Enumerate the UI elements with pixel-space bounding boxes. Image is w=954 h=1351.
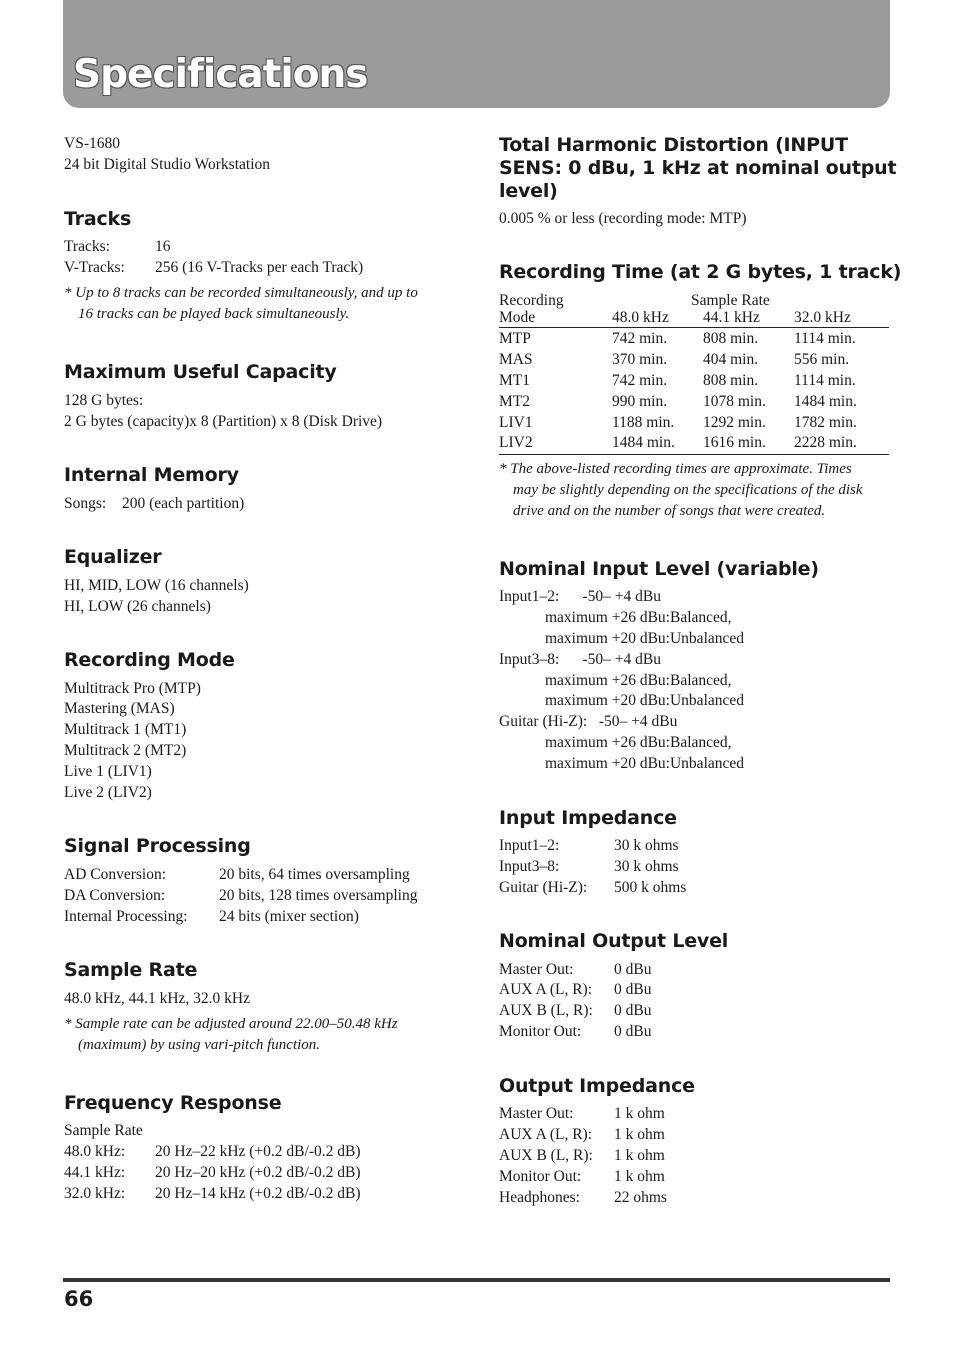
table-cell: 2228 min.: [794, 434, 857, 451]
table-header: 32.0 kHz: [794, 309, 851, 326]
spec-label: V-Tracks:: [64, 259, 125, 276]
footnote: * Up to 8 tracks can be recorded simultaneously, and up to: [64, 285, 418, 301]
table-cell: 742 min.: [612, 330, 668, 347]
spec-value: 24 bits (mixer section): [219, 908, 359, 925]
spec-text: 128 G bytes:: [64, 392, 144, 409]
spec-text: Input3–8: -50– +4 dBu: [499, 651, 662, 668]
table-cell: MT1: [499, 372, 530, 389]
spec-value: 0 dBu: [614, 981, 652, 998]
list-item: Live 1 (LIV1): [64, 763, 152, 780]
spec-value: 0 dBu: [614, 1002, 652, 1019]
table-cell: 1484 min.: [794, 393, 857, 410]
spec-text: 48.0 kHz, 44.1 kHz, 32.0 kHz: [64, 990, 250, 1007]
footer-rule: [63, 1278, 890, 1282]
table-header: Recording: [499, 292, 564, 309]
section-heading-recording-time: Recording Time (at 2 G bytes, 1 track): [499, 261, 902, 283]
table-header: Mode: [499, 309, 536, 326]
section-heading-recording-mode: Recording Mode: [64, 649, 235, 671]
spec-value: 22 ohms: [614, 1189, 667, 1206]
footnote: drive and on the number of songs that were created.: [513, 503, 826, 519]
footnote: may be slightly depending on the specifications of the disk: [513, 482, 863, 498]
table-cell: 990 min.: [612, 393, 668, 410]
section-heading-nominal-input: Nominal Input Level (variable): [499, 558, 819, 580]
spec-value: 20 Hz–14 kHz (+0.2 dB/-0.2 dB): [155, 1185, 361, 1202]
spec-label: 32.0 kHz:: [64, 1185, 126, 1202]
table-cell: 1484 min.: [612, 434, 675, 451]
section-heading-thd: SENS: 0 dBu, 1 kHz at nominal output: [499, 157, 897, 179]
spec-label: Master Out:: [499, 1105, 574, 1122]
section-heading-output-impedance: Output Impedance: [499, 1075, 695, 1097]
table-cell: 808 min.: [703, 372, 759, 389]
spec-value: 0 dBu: [614, 1023, 652, 1040]
table-cell: 370 min.: [612, 351, 668, 368]
list-item: Multitrack Pro (MTP): [64, 680, 201, 697]
section-heading-nominal-output: Nominal Output Level: [499, 930, 729, 952]
footnote: * Sample rate can be adjusted around 22.00–50.48 kHz: [64, 1016, 398, 1032]
spec-label: 44.1 kHz:: [64, 1164, 126, 1181]
spec-label: AUX B (L, R):: [499, 1147, 593, 1164]
spec-text: 0.005 % or less (recording mode: MTP): [499, 210, 747, 227]
table-cell: 1114 min.: [794, 330, 856, 347]
table-cell: MAS: [499, 351, 533, 368]
spec-label: Guitar (Hi-Z):: [499, 879, 588, 896]
section-heading-thd: Total Harmonic Distortion (INPUT: [499, 134, 848, 156]
spec-text: maximum +20 dBu:Unbalanced: [545, 692, 745, 709]
spec-text: Input1–2: -50– +4 dBu: [499, 588, 662, 605]
list-item: Multitrack 2 (MT2): [64, 742, 187, 759]
spec-value: 1 k ohm: [614, 1168, 665, 1185]
section-heading-frequency: Frequency Response: [64, 1092, 282, 1114]
spec-label: AUX A (L, R):: [499, 1126, 592, 1143]
section-heading-equalizer: Equalizer: [64, 546, 162, 568]
spec-text: HI, LOW (26 channels): [64, 598, 211, 615]
table-cell: 556 min.: [794, 351, 850, 368]
spec-value: 500 k ohms: [614, 879, 687, 896]
spec-label: Monitor Out:: [499, 1023, 582, 1040]
page-number: 66: [64, 1287, 94, 1311]
table-cell: MT2: [499, 393, 530, 410]
footnote: * The above-listed recording times are approximate. Times: [499, 461, 852, 477]
model-description: 24 bit Digital Studio Workstation: [64, 156, 270, 173]
spec-value: 20 bits, 128 times oversampling: [219, 887, 418, 904]
section-heading-input-impedance: Input Impedance: [499, 807, 677, 829]
spec-label: DA Conversion:: [64, 887, 166, 904]
section-heading-tracks: Tracks: [64, 208, 132, 230]
spec-value: 0 dBu: [614, 961, 652, 978]
spec-label: AUX A (L, R):: [499, 981, 592, 998]
spec-label: Input1–2:: [499, 837, 560, 854]
list-item: Mastering (MAS): [64, 700, 175, 717]
spec-text: maximum +26 dBu:Balanced,: [545, 609, 732, 626]
spec-label: Monitor Out:: [499, 1168, 582, 1185]
spec-subheading: Sample Rate: [64, 1122, 143, 1139]
page-title: Specifications: [73, 52, 368, 97]
spec-text: HI, MID, LOW (16 channels): [64, 577, 249, 594]
spec-label: Master Out:: [499, 961, 574, 978]
spec-text: Guitar (Hi-Z): -50– +4 dBu: [499, 713, 678, 730]
table-cell: 808 min.: [703, 330, 759, 347]
footnote: (maximum) by using vari-pitch function.: [78, 1037, 321, 1053]
table-cell: LIV2: [499, 434, 533, 451]
spec-text: 2 G bytes (capacity)x 8 (Partition) x 8 (Disk Drive): [64, 413, 383, 430]
section-heading-sample-rate: Sample Rate: [64, 959, 198, 981]
table-header: Sample Rate: [691, 292, 770, 309]
spec-value: 1 k ohm: [614, 1147, 665, 1164]
page-header: [63, 0, 890, 108]
table-cell: 1188 min.: [612, 414, 675, 431]
table-cell: 742 min.: [612, 372, 668, 389]
section-heading-signal: Signal Processing: [64, 835, 251, 857]
list-item: Multitrack 1 (MT1): [64, 721, 187, 738]
spec-value: 1 k ohm: [614, 1126, 665, 1143]
section-heading-thd: level): [499, 180, 558, 202]
spec-text: maximum +26 dBu:Balanced,: [545, 672, 732, 689]
spec-label: Internal Processing:: [64, 908, 188, 925]
spec-label: Tracks:: [64, 238, 110, 255]
spec-value: 16: [155, 238, 171, 255]
spec-label: Headphones:: [499, 1189, 580, 1206]
table-cell: MTP: [499, 330, 531, 347]
spec-text: maximum +20 dBu:Unbalanced: [545, 755, 745, 772]
spec-value: 20 Hz–22 kHz (+0.2 dB/-0.2 dB): [155, 1143, 361, 1160]
spec-value: 30 k ohms: [614, 858, 679, 875]
spec-value: 20 bits, 64 times oversampling: [219, 866, 410, 883]
spec-value: 30 k ohms: [614, 837, 679, 854]
spec-text: maximum +20 dBu:Unbalanced: [545, 630, 745, 647]
table-cell: LIV1: [499, 414, 533, 431]
footnote: 16 tracks can be played back simultaneously.: [78, 306, 350, 322]
section-heading-capacity: Maximum Useful Capacity: [64, 361, 337, 383]
section-heading-memory: Internal Memory: [64, 464, 239, 486]
table-cell: 1078 min.: [703, 393, 766, 410]
spec-value: 1 k ohm: [614, 1105, 665, 1122]
table-cell: 1616 min.: [703, 434, 766, 451]
spec-value: 256 (16 V-Tracks per each Track): [155, 259, 364, 276]
table-header: 44.1 kHz: [703, 309, 760, 326]
spec-label: AD Conversion:: [64, 866, 167, 883]
spec-label: Input3–8:: [499, 858, 560, 875]
table-divider: [499, 454, 889, 455]
spec-value: 20 Hz–20 kHz (+0.2 dB/-0.2 dB): [155, 1164, 361, 1181]
table-cell: 1292 min.: [703, 414, 766, 431]
table-header: 48.0 kHz: [612, 309, 669, 326]
model-name: VS-1680: [64, 135, 120, 152]
table-cell: 404 min.: [703, 351, 759, 368]
spec-label: Songs:: [64, 495, 107, 512]
spec-value: 200 (each partition): [122, 495, 245, 512]
table-cell: 1114 min.: [794, 372, 856, 389]
table-cell: 1782 min.: [794, 414, 857, 431]
spec-text: maximum +26 dBu:Balanced,: [545, 734, 732, 751]
spec-label: AUX B (L, R):: [499, 1002, 593, 1019]
spec-label: 48.0 kHz:: [64, 1143, 126, 1160]
list-item: Live 2 (LIV2): [64, 784, 152, 801]
